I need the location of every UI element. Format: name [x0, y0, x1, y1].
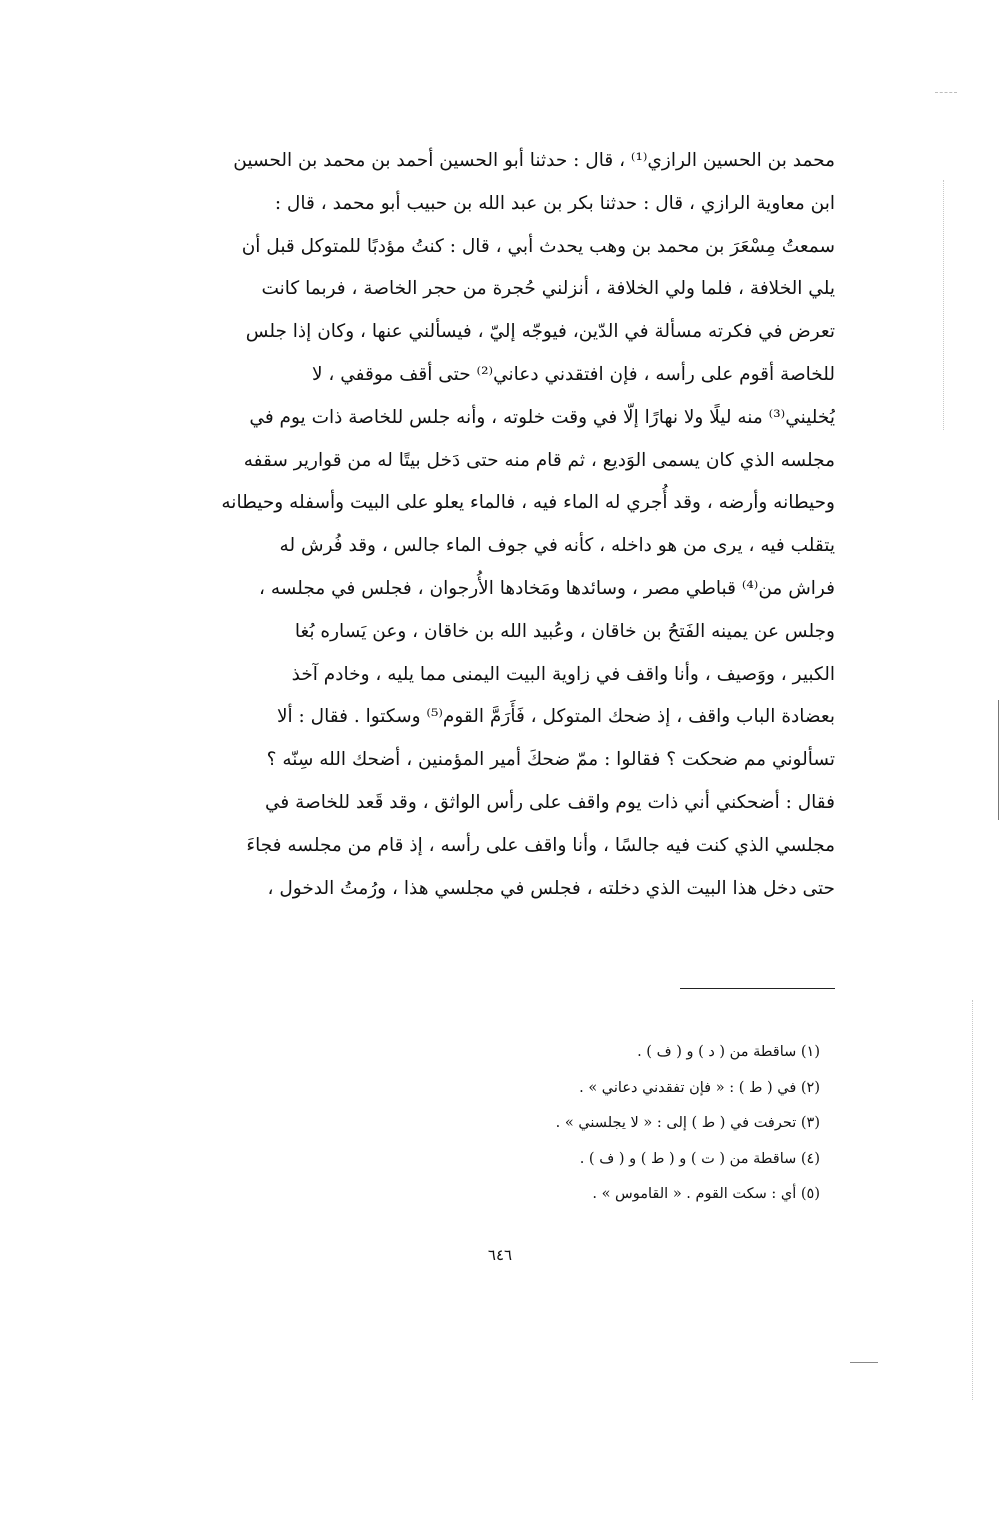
footnote-5: (٥) أي : سكت القوم . « القاموس » .	[592, 1186, 820, 1202]
text-line: مجلسه الذي كان يسمى الوَديع ، ثم قام منه حتى دَخل بيتًا له من قوارير سقفه	[243, 449, 835, 471]
scan-edge-right	[972, 1000, 973, 1400]
scan-edge-right-upper	[943, 180, 944, 430]
page-number: ٦٤٦	[487, 1246, 513, 1264]
text-line: سمعتُ مِسْعَرَ بن محمد بن وهب يحدث أبي ، قال : كنتُ مؤدبًا للمتوكل قبل أن	[241, 235, 835, 257]
text-line: فقال : أضحكني أني ذات يوم واقف على رأس الواثق ، وقد قَعد للخاصة في	[264, 791, 835, 813]
text-line: فراش من⁽⁴⁾ قباطي مصر ، وسائدها ومَخادها الأُرجوان ، فجلس في مجلسه ،	[258, 577, 835, 599]
text-line: للخاصة أقوم على رأسه ، فإن افتقدني دعاني⁽²⁾ حتى أقف موقفي ، لا	[311, 363, 835, 385]
text-line: يُخليني⁽³⁾ منه ليلًا ولا نهارًا إلّا في وقت خلوته ، وأنه جلس للخاصة ذات يوم في	[249, 406, 835, 428]
text-line: الكبير ، ووَصيف ، وأنا واقف في زاوية البيت اليمنى مما يليه ، وخادم آخذ	[291, 663, 835, 685]
footnote-2: (٢) في ( ط ) : « فإن تفقدني دعاني » .	[579, 1079, 820, 1096]
footnote-1: (١) ساقطة من ( د ) و ( ف ) .	[637, 1044, 820, 1060]
text-line: وحيطانه وأرضه ، وقد أُجري له الماء فيه ، فالماء يعلو على البيت وأسفله وحيطانه	[221, 492, 835, 514]
scan-artifact-top-right	[935, 92, 957, 93]
text-line: تسألوني مم ضحكت ؟ فقالوا : ممّ ضحكَ أمير المؤمنين ، أضحك الله سِنّه ؟	[266, 749, 835, 771]
footnote-3: (٣) تحرفت في ( ط ) إلى : « لا يجلسني » .	[555, 1115, 820, 1131]
text-line: مجلسي الذي كنت فيه جالسًا ، وأنا واقف على رأسه ، إذ قام من مجلسه فجاءَ	[246, 834, 835, 856]
margin-line	[998, 700, 999, 820]
scan-artifact-bottom-right	[850, 1362, 878, 1363]
text-line: بعضادة الباب واقف ، إذ ضحك المتوكل ، فَأَرَمَّ القوم⁽⁵⁾ وسكتوا . فقال : ألا	[276, 706, 835, 728]
text-line: محمد بن الحسين الرازي⁽¹⁾ ، قال : حدثنا أبو الحسين أحمد بن محمد بن الحسين	[233, 150, 835, 171]
text-line: حتى دخل هذا البيت الذي دخلته ، فجلس في مجلسي هذا ، ورُمتُ الدخول ،	[267, 877, 835, 899]
main-text-block	[160, 140, 835, 910]
footnote-separator	[680, 988, 835, 989]
text-line: تعرض في فكرته مسألة في الدّين، فيوجّه إليّ ، فيسألني عنها ، وكان إذا جلس	[245, 321, 835, 343]
text-line: ابن معاوية الرازي ، قال : حدثنا بكر بن عبد الله بن حبيب أبو محمد ، قال :	[274, 192, 835, 214]
text-line: يلي الخلافة ، فلما ولي الخلافة ، أنزلني حُجرة من حجر الخاصة ، فربما كانت	[261, 278, 835, 300]
text-line: وجلس عن يمينه الفَتحُ بن خاقان ، وعُبيد الله بن خاقان ، وعن يَساره بُغا	[294, 620, 835, 642]
text-line: يتقلب فيه ، يرى من هو داخله ، كأنه في جوف الماء جالس ، وقد فُرش له	[279, 535, 835, 557]
footnotes-block	[160, 1035, 820, 1213]
footnote-4: (٤) ساقطة من ( ت ) و ( ط ) و ( ف ) .	[579, 1150, 820, 1167]
